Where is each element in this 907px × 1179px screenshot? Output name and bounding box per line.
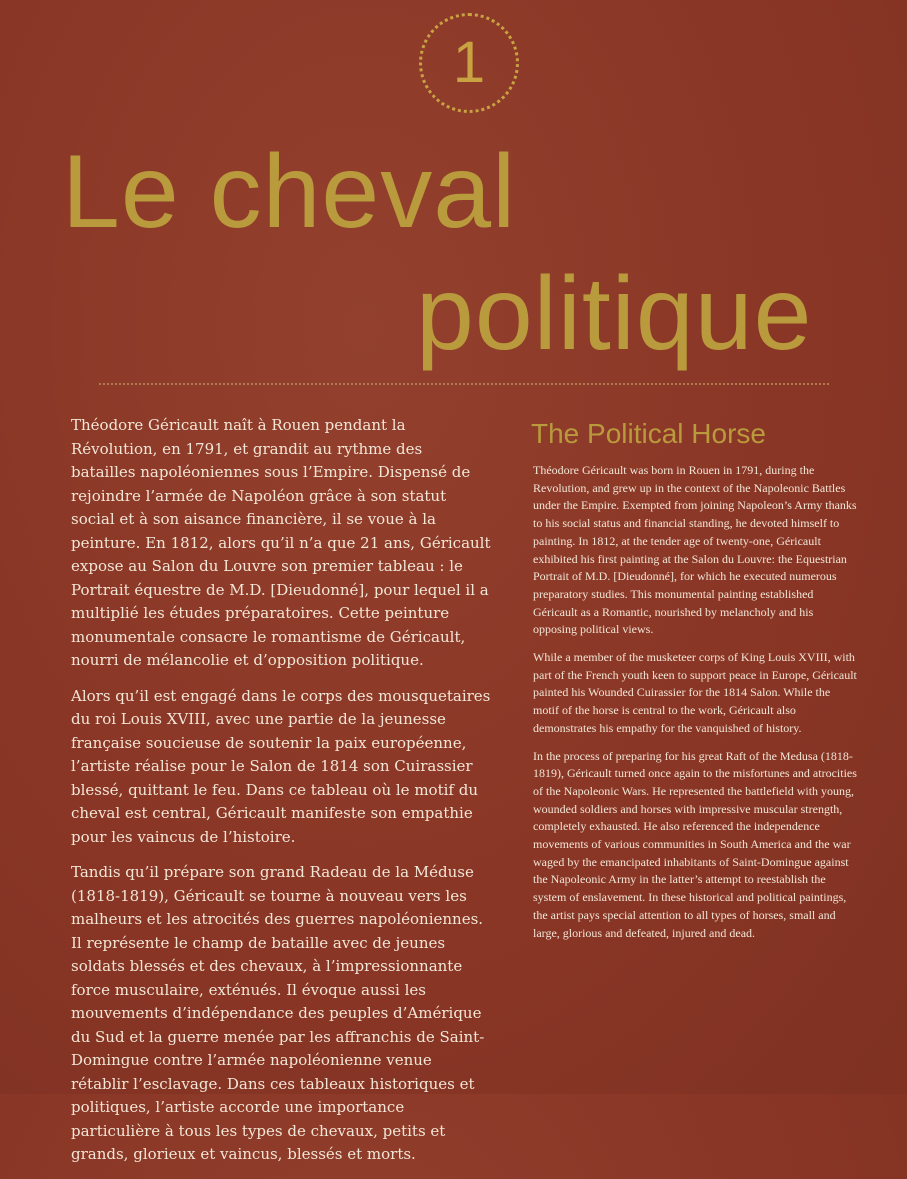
section-number-badge bbox=[419, 13, 519, 113]
french-paragraph: Tandis qu’il prépare son grand Radeau de la Méduse (1818-1819), Géricault se tourne à nouveau vers les malheurs et les atrocités des guerres napoléoniennes. Il représente le champ de bataille avec de jeunes soldats blessés et des chevaux, à l’impressionnante force musculaire, exténués. Il évoque aussi les mouvements d’indépendance des peuples d’Amérique du Sud et la guerre menée par les affranchis de Saint-Domingue contre l’armée napoléonienne venue rétablir l’esclavage. Dans ces tableaux historiques et politiques, l’artiste accorde une importance particulière à tous les types de chevaux, petits et grands, glorieux et vaincus, blessés et morts. bbox=[71, 863, 485, 1163]
french-title-line-2: politique bbox=[416, 256, 813, 372]
english-title: The Political Horse bbox=[531, 418, 766, 449]
french-paragraph: Théodore Géricault naît à Rouen pendant la Révolution, en 1791, et grandit au rythme des batailles napoléoniennes sous l’Empire. Dispensé de rejoindre l’armée de Napoléon grâce à son statut social et à son aisance financière, il se voue à la peinture. En 1812, alors qu’il n’a que 21 ans, Géricault expose au Salon du Louvre son premier tableau : le Portrait équestre de M.D. [Dieudonné], pour lequel il a multiplié les études préparatoires. Cette peinture monumentale consacre le romantisme de Géricault, nourri de mélancolie et d’opposition politique. bbox=[71, 416, 491, 669]
french-title-line-1: Le cheval bbox=[62, 134, 517, 250]
section-number: 1 bbox=[452, 30, 486, 95]
english-text-column bbox=[533, 462, 859, 952]
french-paragraph: Alors qu’il est engagé dans le corps des mousquetaires du roi Louis XVIII, avec une partie de la jeunesse française soucieuse de soutenir la paix européenne, l’artiste réalise pour le Salon de 1814 son Cuirassier blessé, quittant le feu. Dans ce tableau où le motif du cheval est central, Géricault manifeste son empathie pour les vaincus de l’histoire. bbox=[71, 686, 491, 846]
english-paragraph: While a member of the musketeer corps of King Louis XVIII, with part of the French youth keen to support peace in Europe, Géricault painted his Wounded Cuirassier for the 1814 Salon. While the motif of the horse is central to the work, Géricault also demonstrates his empathy for the vanquished of history. bbox=[533, 650, 857, 735]
english-paragraph: Théodore Géricault was born in Rouen in 1791, during the Revolution, and grew up in the context of the Napoleonic Battles under the Empire. Exempted from joining Napoleon’s Army thanks to his social status and financial standing, he devoted himself to painting. In 1812, at the tender age of twenty-one, Géricault exhibited his first painting at the Salon du Louvre: the Equestrian Portrait of M.D. [Dieudonné], for which he executed numerous preparatory studies. This monumental painting established Géricault as a Romantic, nourished by melancholy and his opposing political views. bbox=[533, 463, 857, 637]
dotted-divider bbox=[99, 383, 829, 385]
french-text-column bbox=[71, 414, 491, 1179]
english-paragraph: In the process of preparing for his great Raft of the Medusa (1818-1819), Géricault turned once again to the misfortunes and atrocities of the Napoleonic Wars. He represented the battlefield with young, wounded soldiers and horses with impressive muscular strength, completely exhausted. He also referenced the independence movements of various communities in South America and the war waged by the emancipated inhabitants of Saint-Domingue against the Napoleonic Army in the latter’s attempt to reestablish the system of enslavement. In these historical and political paintings, the artist pays special attention to all types of horses, small and large, glorious and defeated, injured and dead. bbox=[533, 748, 857, 940]
